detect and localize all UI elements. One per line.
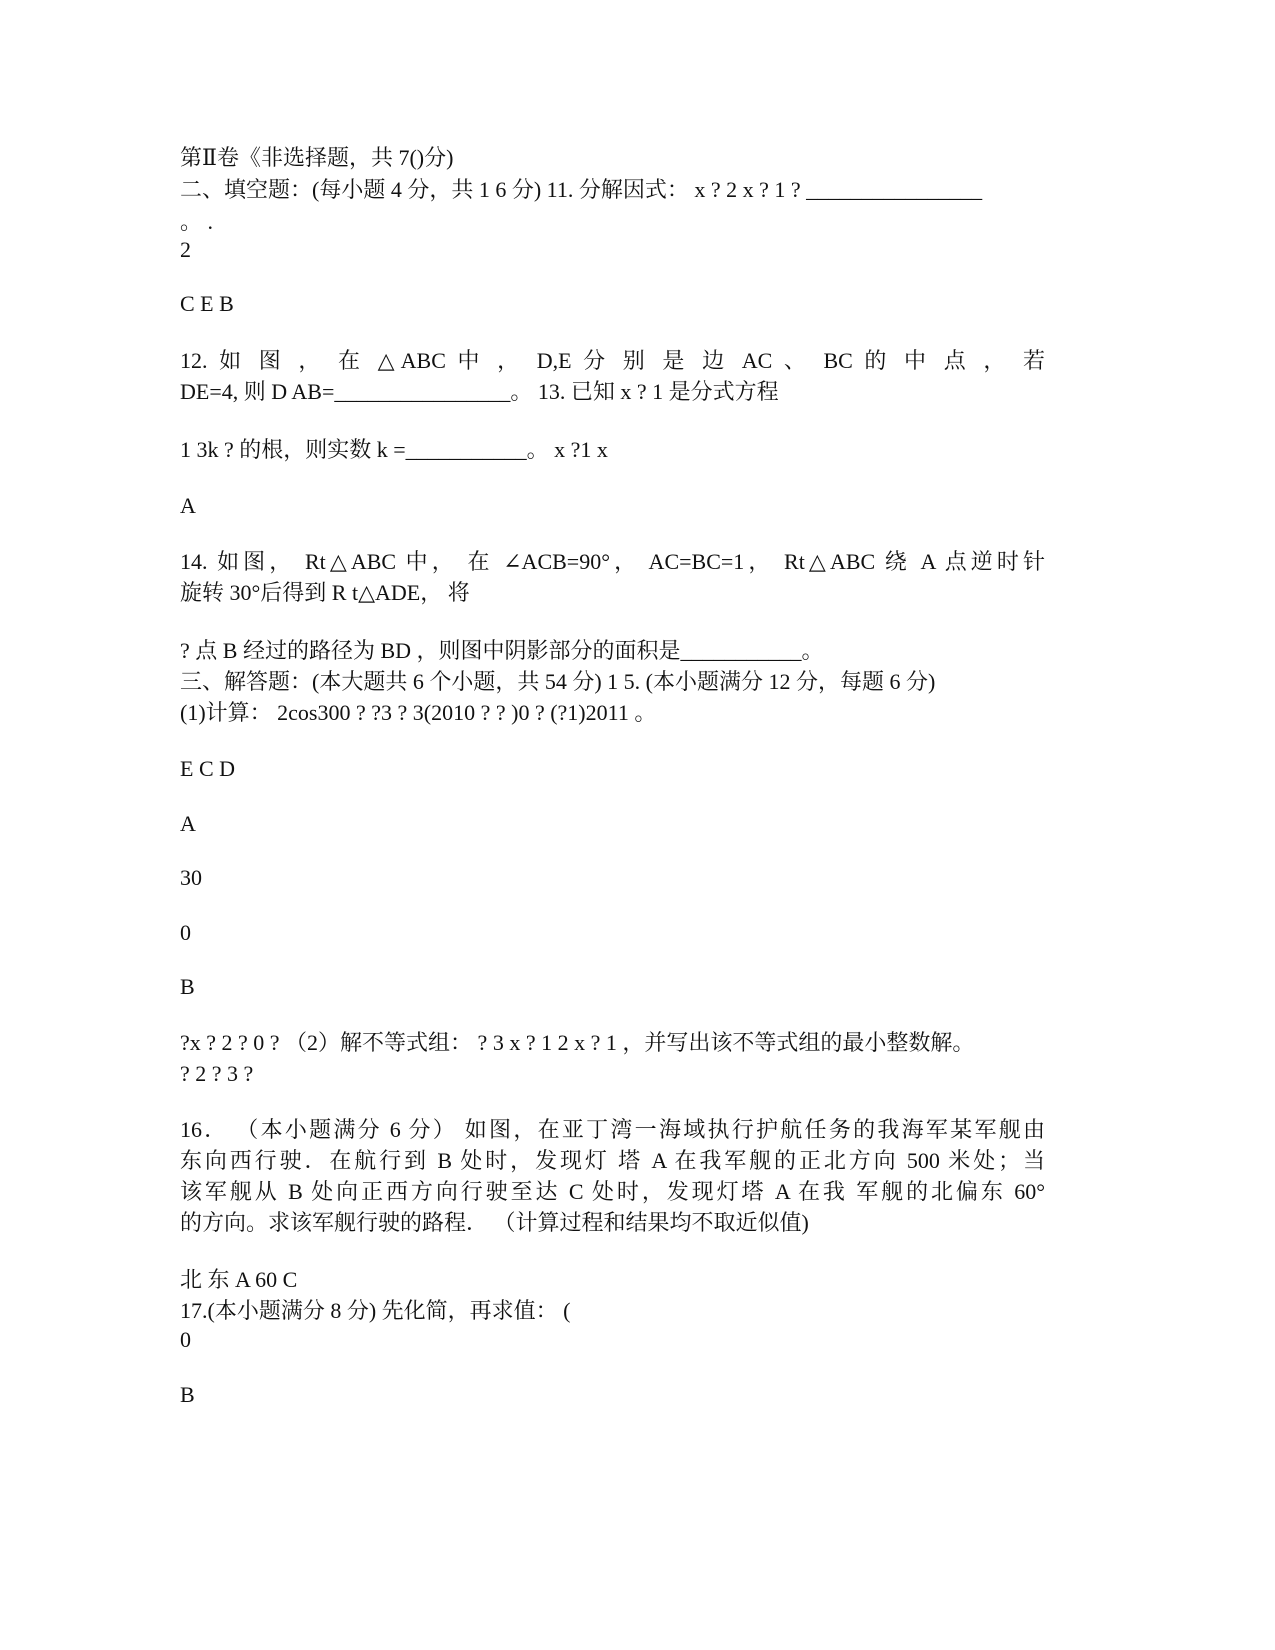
- figure-label: 0: [180, 920, 191, 945]
- question-17: 17.(本小题满分 8 分) 先化简，再求值： (: [180, 1298, 571, 1323]
- text-line: ? 2 ? 3 ?: [180, 1061, 254, 1086]
- question-16-line-4: 的方向。求该军舰行驶的路程． （计算过程和结果均不取近似值): [180, 1210, 809, 1235]
- answer-section-heading: 三、解答题：(本大题共 6 个小题，共 54 分) 1 5. (本小题满分 12 分，每题 6 分): [180, 669, 936, 694]
- figure-label: C E B: [180, 291, 234, 316]
- question-14-continued: 旋转 30°后得到 R t△ADE， 将: [180, 580, 470, 605]
- question-13-continued: 1 3k ? 的根，则实数 k =___________。 x ?1 x: [180, 437, 608, 462]
- fill-blank-heading-q11: 二、填空题：(每小题 4 分，共 1 6 分) 11. 分解因式： x ? 2 x ? 1 ? ________________: [180, 177, 983, 202]
- text-line: 2: [180, 237, 191, 262]
- figure-label: 北 东 A 60 C: [180, 1267, 298, 1292]
- text-line: 。 .: [180, 209, 214, 234]
- figure-label: B: [180, 974, 195, 999]
- question-15-part-2: ?x ? 2 ? 0 ? （2）解不等式组： ? 3 x ? 1 2 x ? 1 ，并写出该不等式组的最小整数解。: [180, 1030, 975, 1055]
- figure-label: E C D: [180, 756, 235, 781]
- text-line: 0: [180, 1327, 191, 1352]
- figure-label: 30: [180, 865, 202, 890]
- figure-label: A: [180, 811, 196, 836]
- question-12: 12. 如 图 ， 在 △ABC 中 ， D,E 分 别 是 边 AC 、 BC 的 中 点 ， 若: [180, 348, 1045, 373]
- section-heading: 第Ⅱ卷《非选择题，共 7()分): [180, 145, 454, 170]
- question-15-part-1: (1)计算： 2cos300 ? ?3 ? 3(2010 ? ? )0 ? (?1)2011 。: [180, 700, 657, 725]
- question-16: 16． （本小题满分 6 分） 如图，在亚丁湾一海域执行护航任务的我海军某军舰由: [180, 1117, 1045, 1142]
- figure-label: A: [180, 493, 196, 518]
- question-16-line-3: 该军舰从 B 处向正西方向行驶至达 C 处时，发现灯塔 A 在我 军舰的北偏东 60°: [180, 1179, 1045, 1204]
- question-14: 14. 如图， Rt△ABC 中， 在 ∠ACB=90°， AC=BC=1， Rt△ABC 绕 A 点逆时针: [180, 549, 1045, 574]
- question-16-line-2: 东向西行驶．在航行到 B 处时，发现灯 塔 A 在我军舰的正北方向 500 米处；当: [180, 1148, 1045, 1173]
- figure-label: B: [180, 1382, 195, 1407]
- question-12-13: DE=4, 则 D AB=________________。 13. 已知 x ? 1 是分式方程: [180, 379, 779, 404]
- question-14-end: ? 点 B 经过的路径为 BD ，则图中阴影部分的面积是___________。: [180, 638, 824, 663]
